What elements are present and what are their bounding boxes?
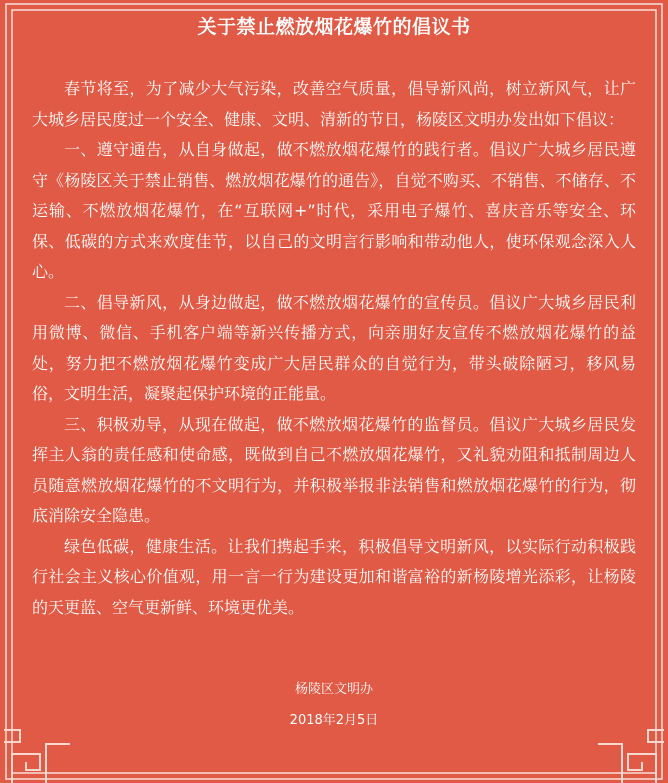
paragraph-point-one: 一、遵守通告，从自身做起，做不燃放烟花爆竹的践行者。倡议广大城乡居民遵守《杨陵区关于禁止销售、燃放烟花爆竹的通告》，自觉不购买、不销售、不储存、不运输、不燃放烟花爆竹，在“互联网+”时代，采用电子爆竹、喜庆音乐等安全、环保、低碳的方式来欢度佳节，以自己的文明言行影响和带动他人，使环保观念深入人心。 <box>32 140 636 281</box>
corner-ornament-right <box>598 730 664 783</box>
signature-date: 2018年2月5日 <box>289 713 379 728</box>
paragraph-closing: 绿色低碳，健康生活。让我们携起手来，积极倡导文明新风，以实际行动积极践行社会主义核心价值观，用一言一行为建设更加和谐富裕的新杨陵增光添彩，让杨陵的天更蓝、空气更新鲜、环境更优美。 <box>32 536 636 617</box>
document-title: 关于禁止燃放烟花爆竹的倡议书 <box>197 16 471 38</box>
paragraph-point-two: 二、倡导新风，从身边做起，做不燃放烟花爆竹的宣传员。倡议广大城乡居民利用微博、微信、手机客户端等新兴传播方式，向亲朋好友宣传不燃放烟花爆竹的益处，努力把不燃放烟花爆竹变成广大居民群众的自觉行为，带头破除陋习，移风易俗，文明生活，凝聚起保护环境的正能量。 <box>32 292 636 403</box>
paragraph-point-three: 三、积极劝导，从现在做起，做不燃放烟花爆竹的监督员。倡议广大城乡居民发挥主人翁的责任感和使命感，既做到自己不燃放烟花爆竹，又礼貌劝阻和抵制周边人员随意燃放烟花爆竹的不文明行为，并积极举报非法销售和燃放烟花爆竹的行为，彻底消除安全隐患。 <box>32 414 636 525</box>
paragraph-intro: 春节将至，为了减少大气污染，改善空气质量，倡导新风尚，树立新风气，让广大城乡居民度过一个安全、健康、文明、清新的节日，杨陵区文明办发出如下倡议： <box>32 79 636 129</box>
signature-organization: 杨陵区文明办 <box>294 682 373 697</box>
corner-ornament-left <box>4 730 70 783</box>
document-body <box>32 74 636 623</box>
